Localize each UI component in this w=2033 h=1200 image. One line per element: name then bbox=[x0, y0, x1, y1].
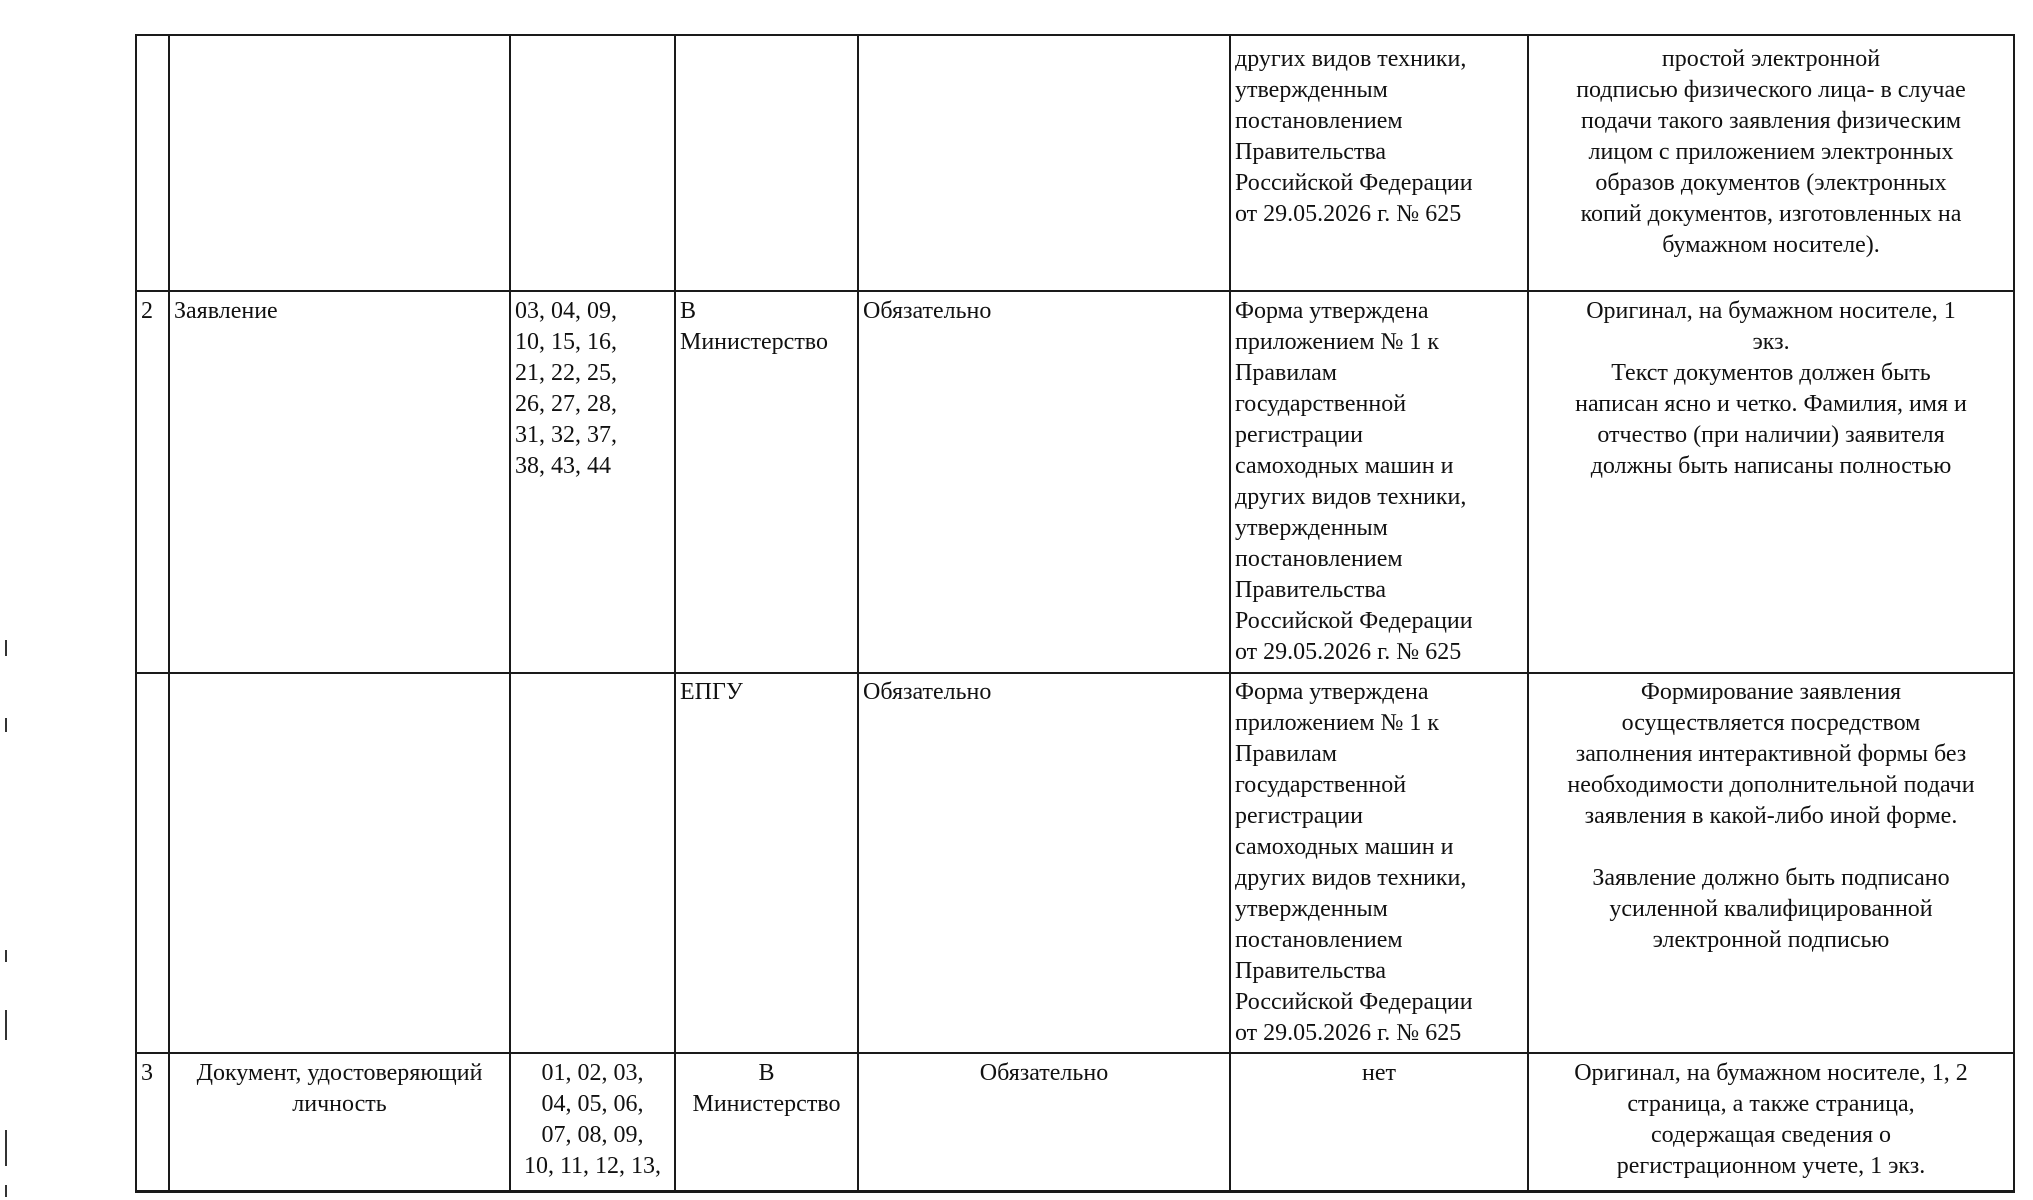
scan-mark bbox=[5, 640, 7, 656]
column-divider bbox=[674, 34, 676, 1192]
table-cell-requirements: Оригинал, на бумажном носителе, 1 экз. Текст документов должен быть написан ясно и четко. Фамилия, имя и отчество (при наличии) заявителя должны быть написаны полностью bbox=[1575, 298, 1967, 479]
scan-mark bbox=[5, 1130, 7, 1166]
column-divider bbox=[135, 34, 137, 1192]
scan-mark bbox=[5, 1010, 7, 1040]
table-cell-codes: 01, 02, 03, 04, 05, 06, 07, 08, 09, 10, 11, 12, 13, bbox=[523, 1060, 662, 1179]
table-cell-form: других видов техники, утвержденным постановлением Правительства Российской Федерации от 29.05.2026 г. № 625 bbox=[1235, 46, 1473, 227]
scan-mark bbox=[5, 950, 7, 962]
table-cell-mandatory: Обязательно bbox=[979, 1060, 1109, 1086]
table-cell-requirements: Формирование заявления осуществляется посредством заполнения интерактивной формы без необходимости дополнительной подачи заявления в какой-либо иной форме. Заявление должно быть подписано усиленной квалифицированной электронной подписью bbox=[1567, 679, 1975, 953]
row-divider bbox=[135, 34, 2015, 36]
table-cell-form: Форма утверждена приложением № 1 к Правилам государственной регистрации самоходных машин и других видов техники, утвержденным постановлением Правительства Российской Федерации от 29.05.2026 г. № 625 bbox=[1235, 298, 1473, 665]
table-cell-form: нет bbox=[1362, 1060, 1396, 1086]
table-cell-requirements: Оригинал, на бумажном носителе, 1, 2 страница, а также страница, содержащая сведения о регистрационном учете, 1 экз. bbox=[1574, 1060, 1968, 1179]
column-divider bbox=[168, 34, 170, 1192]
column-divider bbox=[2013, 34, 2015, 1192]
table-cell-num: 3 bbox=[141, 1060, 153, 1086]
row-divider bbox=[135, 1190, 2015, 1193]
table-cell-where: В Министерство bbox=[680, 298, 828, 355]
table-cell-codes: 03, 04, 09, 10, 15, 16, 21, 22, 25, 26, 27, 28, 31, 32, 37, 38, 43, 44 bbox=[515, 298, 617, 479]
row-divider bbox=[135, 290, 2015, 292]
table-cell-requirements: простой электронной подписью физического лица- в случае подачи такого заявления физическим лицом с приложением электронных образов документов (электронных копий документов, изготовленных на бумажном носителе). bbox=[1576, 46, 1966, 258]
column-divider bbox=[509, 34, 511, 1192]
row-divider bbox=[135, 672, 2015, 674]
table-cell-form: Форма утверждена приложением № 1 к Правилам государственной регистрации самоходных машин и других видов техники, утвержденным постановлением Правительства Российской Федерации от 29.05.2026 г. № 625 bbox=[1235, 679, 1473, 1046]
table-cell-name: Документ, удостоверяющий личность bbox=[196, 1060, 483, 1117]
table-cell-mandatory: Обязательно bbox=[863, 298, 992, 324]
table-cell-mandatory: Обязательно bbox=[863, 679, 992, 705]
table-cell-where: ЕПГУ bbox=[680, 679, 743, 705]
table-cell-where: В Министерство bbox=[692, 1060, 841, 1117]
table-cell-num: 2 bbox=[141, 298, 153, 324]
table-cell-name: Заявление bbox=[174, 298, 278, 324]
scan-mark bbox=[5, 718, 7, 732]
scan-mark bbox=[5, 1185, 7, 1197]
row-divider bbox=[135, 1052, 2015, 1054]
column-divider bbox=[857, 34, 859, 1192]
